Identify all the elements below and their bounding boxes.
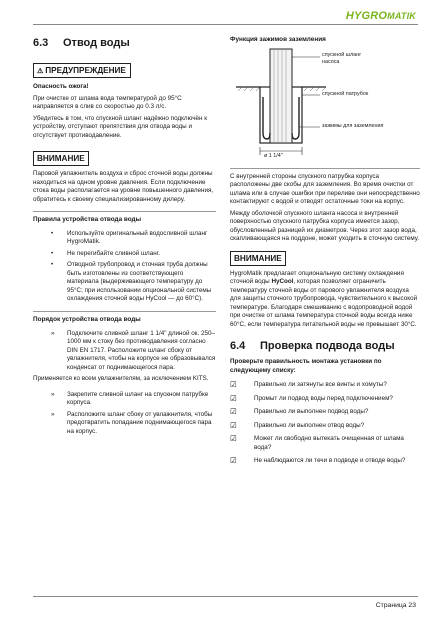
rules-list <box>51 230 216 304</box>
order-list <box>51 330 216 373</box>
list-item: • Не перегибайте сливной шланг. <box>51 249 160 257</box>
list-item: • Используйте оригинальный водосливной шланг HygroMatik. <box>51 229 208 246</box>
checkbox-icon: ☑ <box>230 456 237 466</box>
attention-text: Паровой увлажнитель воздуха и сброс сточной воды должны находиться на одном уровне давления. Если подключение стока воды располагается на уровне повышенного давления, обратитесь к своему специализированному дилеру. <box>33 170 214 203</box>
section-heading-6-3: 6.3 Отвод воды <box>33 37 130 49</box>
checklist-item: ☑ Может ли свободно вытекать очищенная от шлама вода? <box>230 434 404 451</box>
checklist <box>230 381 420 466</box>
attention-box: ВНИМАНИЕ <box>33 151 89 166</box>
figure-text-2: Между оболочкой спускного шланга насоса и внутренней поверхностью спускного патрубка корпуса имеется зазор, обусловленный разницей их диаметров. Через этот зазор вода, скапливающаяся на поддоне, может уходить в сточную систему. <box>230 209 420 243</box>
warning-box: ⚠ ПРЕДУПРЕЖДЕНИЕ <box>33 63 131 78</box>
checklist-item: ☑ Правильно ли выполнен отвод воды? <box>230 420 365 430</box>
checkbox-icon: ☑ <box>230 434 237 444</box>
attention-box-right: ВНИМАНИЕ <box>230 251 286 266</box>
checkbox-icon: ☑ <box>230 393 237 403</box>
figure-label-hose: спускной шланг <box>322 51 362 58</box>
figure-label-diameter: ø 1 1/4" <box>264 152 283 159</box>
list-item: » Подключите сливной шланг 1 1/4" длиной ок. 250–1000 мм к стоку без противодавления согласно DIN EN 1717. Расположите шланг сбоку от увлажнителя, чтобы на корпусе не образовывался конденсат от поднимающегося пара. <box>51 329 216 371</box>
warning-triangle-icon: ⚠ <box>37 67 44 75</box>
section-heading-6-4: 6.4 Проверка подвода воды <box>230 340 395 353</box>
checklist-item: ☑ Промыт ли подвод воды перед подключением? <box>230 393 393 403</box>
grounding-clamp-figure <box>230 47 420 169</box>
right-column <box>230 36 420 471</box>
checkbox-icon: ☑ <box>230 407 237 417</box>
checkbox-icon: ☑ <box>230 380 237 390</box>
footer-rule <box>33 596 418 597</box>
order-list-2 <box>51 391 216 437</box>
left-column <box>33 36 216 439</box>
figure-text-1: С внутренней стороны спускного патрубка корпуса расположены две скобы для заземления. Во время очистки от шлама или в случае ошибки при переливе они непосредственно контактируют с водой и отводят остаточные токи на корпус. <box>230 172 420 206</box>
figure-label-pipe: спускной патрубок <box>322 90 369 97</box>
figure-label-hose-2: насоса <box>322 58 340 65</box>
checkbox-icon: ☑ <box>230 420 237 430</box>
order-title: Порядок устройства отвода воды <box>33 311 216 325</box>
list-item: » Закрепите сливной шланг на спускном патрубке корпуса. <box>51 390 209 407</box>
list-item: • Отводной трубопровод и сточная труба должны быть изготовлены из соответствующего материала (выдерживающего температуру до 95°C; при использовании опциональной системы охлаждения сточной воды HyCool — до 60°C). <box>51 261 212 303</box>
header-rule <box>33 24 418 25</box>
burn-title: Опасность ожога! <box>33 83 89 91</box>
figure-title: Функция зажимов заземления <box>230 36 326 43</box>
list-item: » Расположите шланг сбоку от увлажнителя, чтобы предотвратить попадание поднимающегося пара на корпус. <box>51 410 213 435</box>
applies-text: Применяется ко всем увлажнителям, за исключением KITS. <box>33 375 209 383</box>
figure-label-clamps: зажимы для заземления <box>322 122 384 129</box>
rules-title: Правила устройства отвода воды <box>33 211 216 225</box>
checklist-item: ☑ Правильно ли выполнен подвод воды? <box>230 407 369 417</box>
brand-logo: HYGROMATIK <box>345 10 416 22</box>
page-number: Страница 23 <box>375 602 416 609</box>
checklist-item: ☑ Не наблюдаются ли течи в подводе и отводе воды? <box>230 456 406 466</box>
check-intro: Проверьте правильность монтажа установки по следующему списку: <box>230 358 382 374</box>
hycool-text: HygroMatik предлагает опциональную систему охлаждения сточной воды HyCool, которая позволяет ограничить температуру сточной воды от парового увлажнителя воздуха для защиты сточного трубопровода, чувствительного к высокой температуре. Благодаря смешиванию с водопроводной водой при очистке от шлама температура сточной воды всегда ниже 60°C, если температура питательной воды не превышает 30°C. <box>230 269 418 328</box>
checklist-item: ☑ Правильно ли затянуты все винты и хомуты? <box>230 380 387 390</box>
burn-text-2: Убедитесь в том, что спускной шланг надёжно подключён к устройству, отступают препятствия для отвода воды и отсутствует противодавление. <box>33 114 207 139</box>
burn-text-1: При очистке от шлама вода температурой до 95°C направляется в слив со скоростью до 0.3 л/с. <box>33 94 182 111</box>
